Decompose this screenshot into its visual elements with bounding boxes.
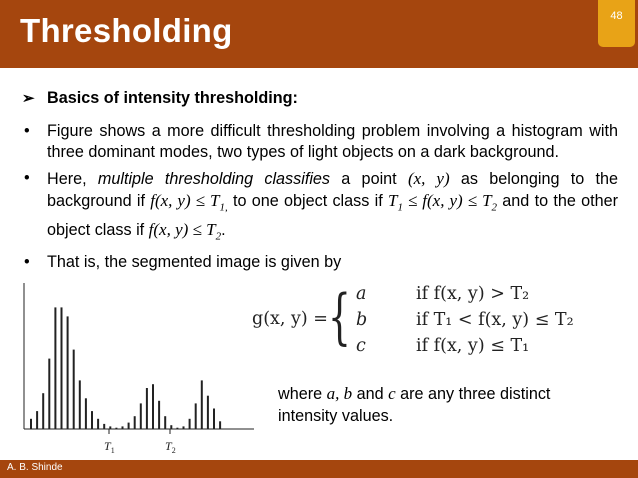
math-inline bbox=[150, 191, 228, 214]
math-inline bbox=[148, 219, 222, 243]
histogram-bar bbox=[85, 398, 87, 429]
histogram-bars bbox=[30, 307, 221, 429]
heading-text: Basics of intensity thresholding: bbox=[47, 89, 298, 107]
histogram-bar bbox=[91, 411, 93, 429]
threshold-label-t2 bbox=[165, 439, 176, 455]
section-heading bbox=[22, 88, 618, 110]
histogram-bar bbox=[176, 428, 178, 429]
math-text: ≤ f(x, y) ≤ T bbox=[402, 191, 492, 210]
arrow-bullet-icon: ➢ bbox=[22, 90, 35, 107]
piecewise-formula bbox=[252, 280, 592, 362]
histogram-bar bbox=[152, 384, 154, 429]
histogram-bar bbox=[146, 388, 148, 429]
histogram-bar bbox=[48, 359, 50, 429]
footer-author: A. B. Shinde bbox=[7, 462, 63, 473]
histogram-bar bbox=[103, 424, 105, 429]
where-note bbox=[278, 383, 588, 427]
case-condition: if f(x, y) > T₂ bbox=[416, 284, 530, 304]
threshold-label-t1 bbox=[104, 439, 115, 455]
math-inline bbox=[387, 191, 498, 214]
threshold-label-text: T bbox=[165, 439, 172, 453]
histogram-bar bbox=[134, 416, 136, 429]
footer-bar bbox=[0, 460, 638, 478]
histogram-bar bbox=[195, 403, 197, 429]
title-bar bbox=[0, 0, 638, 68]
bullet-text: That is, the segmented image is given by bbox=[47, 252, 342, 271]
histogram-bar bbox=[61, 307, 63, 429]
bullet-text-part: to one object class if bbox=[227, 192, 388, 210]
bullet-text-part: Here, bbox=[47, 169, 98, 188]
histogram-bar bbox=[42, 393, 44, 429]
histogram-bar bbox=[54, 307, 56, 429]
bullet-text: Figure shows a more difficult thresholding problem involving a histogram with three dominant modes, two types of light objects on a dark background. bbox=[47, 121, 618, 161]
case-value: c bbox=[356, 336, 366, 356]
bullet-text-part: as belonging to the background if bbox=[47, 169, 618, 210]
histogram-bar bbox=[30, 419, 32, 429]
math-subscript: 2 bbox=[215, 230, 222, 243]
bullet-text-part: . bbox=[221, 220, 226, 239]
formula-lhs: g(x, y) = bbox=[252, 309, 328, 329]
bullet-dot-icon: • bbox=[24, 121, 30, 140]
math-text: f(x, y) ≤ T bbox=[148, 219, 216, 239]
where-math: c bbox=[388, 384, 396, 403]
bullet-text-part: and to the other object class if bbox=[47, 192, 618, 239]
case-condition: if T₁ < f(x, y) ≤ T₂ bbox=[416, 310, 574, 330]
threshold-label-text: T bbox=[104, 439, 111, 453]
where-text: are any three distinct intensity values. bbox=[278, 385, 551, 425]
histogram-bar bbox=[164, 416, 166, 429]
bullet-item bbox=[22, 168, 618, 248]
histogram-bar bbox=[213, 409, 215, 430]
histogram-bar bbox=[207, 396, 209, 429]
histogram-bar bbox=[97, 419, 99, 429]
histogram-bar bbox=[67, 316, 69, 429]
threshold-label-sub: 1 bbox=[110, 446, 115, 455]
where-text: where bbox=[278, 385, 327, 403]
slide-title: Thresholding bbox=[20, 12, 233, 49]
case-value: b bbox=[356, 310, 368, 330]
bullet-item bbox=[22, 252, 618, 274]
histogram-bar bbox=[201, 380, 203, 429]
math-text: f(x, y) ≤ T bbox=[150, 191, 220, 210]
math-subscript: 1, bbox=[219, 201, 228, 214]
case-condition: if f(x, y) ≤ T₁ bbox=[416, 336, 530, 356]
math-inline: (x, y) bbox=[407, 168, 450, 188]
histogram-bar bbox=[115, 428, 117, 429]
math-subscript: 1 bbox=[397, 201, 403, 214]
histogram-bar bbox=[219, 421, 221, 429]
formula-case-a bbox=[356, 284, 530, 310]
bullet-item bbox=[22, 121, 618, 164]
histogram-bar bbox=[73, 350, 75, 429]
histogram-bar bbox=[170, 425, 172, 429]
case-value: a bbox=[356, 284, 367, 304]
slide-content bbox=[22, 88, 618, 277]
bullet-emphasis: multiple thresholding classifies bbox=[97, 169, 331, 188]
bullet-dot-icon: • bbox=[24, 252, 30, 271]
threshold-label-sub: 2 bbox=[171, 446, 176, 455]
histogram-bar bbox=[183, 426, 185, 429]
histogram-bar bbox=[189, 419, 191, 429]
page-number: 48 bbox=[610, 10, 623, 22]
histogram-bar bbox=[109, 426, 111, 429]
histogram-bar bbox=[122, 426, 124, 429]
formula-brace-icon: { bbox=[328, 282, 351, 352]
histogram-bar bbox=[79, 380, 81, 429]
bullet-text-part: a point bbox=[330, 169, 408, 188]
formula-case-b bbox=[356, 310, 574, 336]
where-text: and bbox=[352, 385, 389, 403]
math-text: T bbox=[387, 191, 398, 210]
where-math: a, b bbox=[326, 384, 353, 403]
histogram-bar bbox=[158, 401, 160, 429]
bullet-dot-icon: • bbox=[24, 168, 30, 187]
math-subscript: 2 bbox=[491, 201, 498, 214]
page-number-tab bbox=[598, 0, 635, 47]
histogram-figure bbox=[22, 283, 262, 458]
formula-case-c bbox=[356, 336, 530, 362]
histogram-bar bbox=[140, 403, 142, 429]
histogram-bar bbox=[128, 423, 130, 429]
histogram-bar bbox=[36, 411, 38, 429]
